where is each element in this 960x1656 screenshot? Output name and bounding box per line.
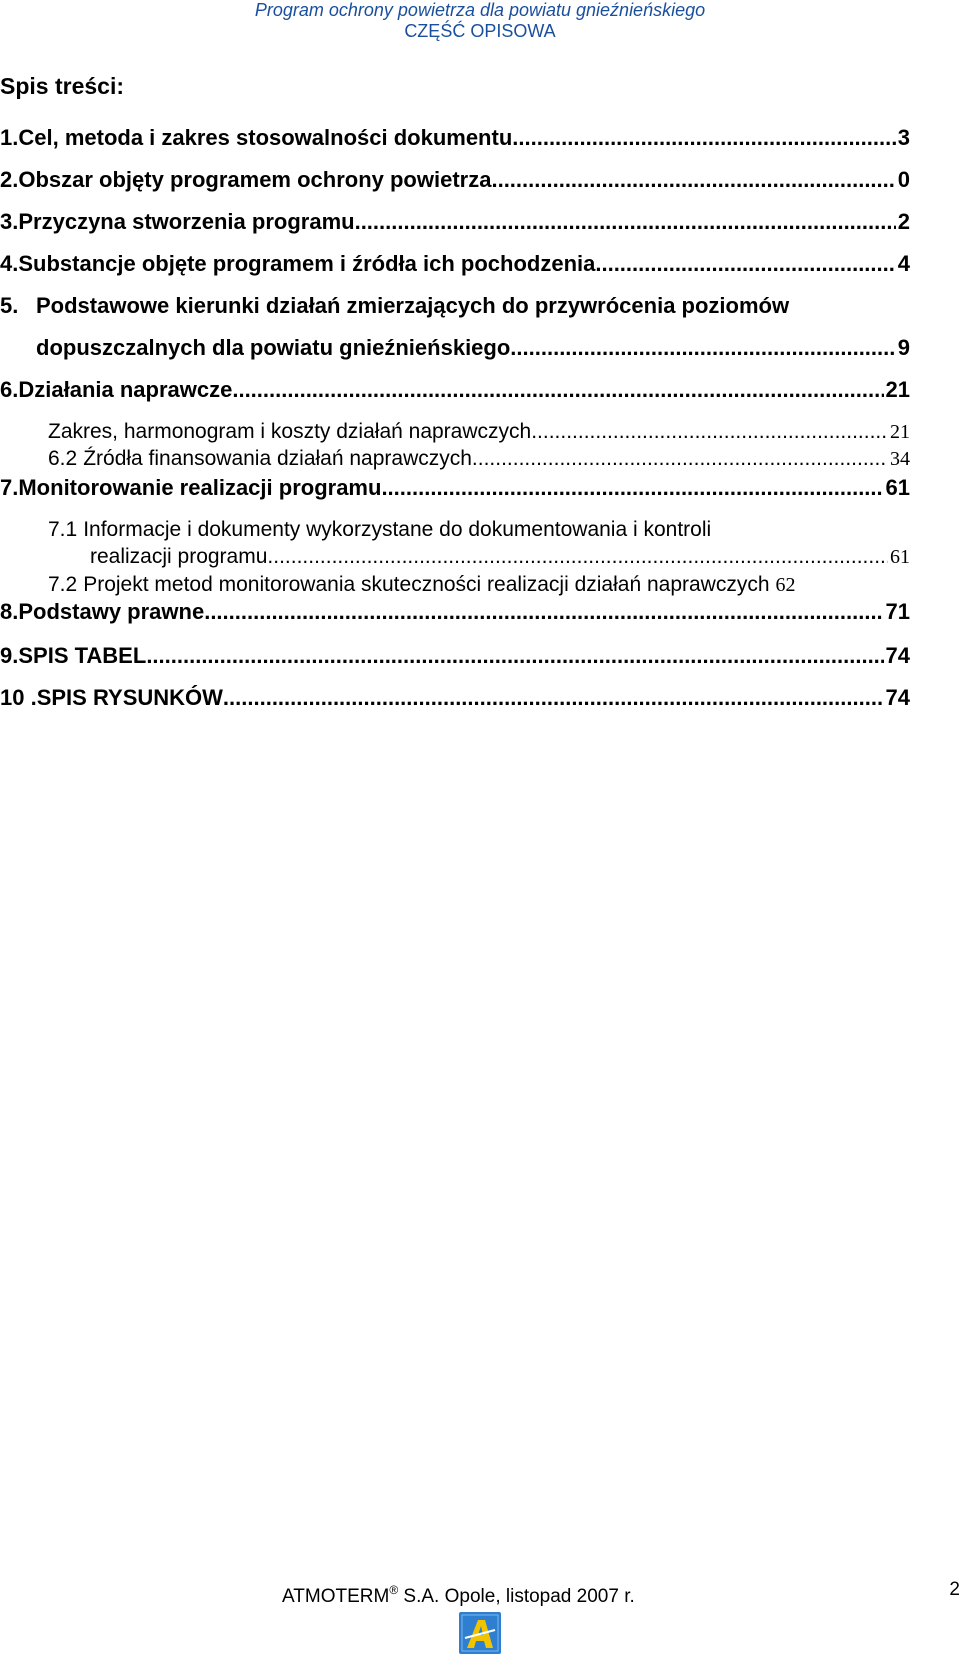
toc-entry-number: 7.1 [48, 518, 78, 541]
toc-entry-number: 7.2 [48, 573, 78, 596]
toc-entry-title: Projekt metod monitorowania skuteczności realizacji działań naprawczych [83, 573, 770, 596]
toc-entry-7-1-continued[interactable] [90, 544, 910, 570]
toc-entry-page: 3 [897, 125, 910, 150]
footer-page-number: 2 [949, 1579, 960, 1600]
toc-entry-page: 4 [897, 251, 910, 276]
toc-entry-title: Informacje i dokumenty wykorzystane do dokumentowania i kontroli [83, 518, 712, 541]
toc-entry-title: Substancje objęte programem i źródła ich pochodzenia [18, 251, 596, 276]
toc-entry-2[interactable] [0, 166, 910, 194]
toc-entry-title: Działania naprawcze [18, 377, 233, 402]
toc-dot-leader [267, 544, 888, 570]
toc-entry-7-1[interactable] [48, 517, 910, 543]
toc-heading: Spis treści: [0, 73, 124, 99]
header-title: Program ochrony powietrza dla powiatu gnieźnieńskiego [254, 0, 706, 20]
toc-dot-leader [472, 446, 888, 472]
toc-entry-page: 9 [897, 335, 910, 360]
toc-entry-number: 9. [0, 643, 19, 668]
toc-entry-10[interactable] [0, 684, 910, 712]
toc-entry-page: 74 [885, 685, 910, 710]
toc-dot-leader [204, 598, 883, 626]
toc-entry-8[interactable] [0, 598, 910, 626]
toc-entry-number: 4. [0, 251, 19, 276]
toc-entry-title-continued: dopuszczalnych dla powiatu gnieźnieńskiego [36, 335, 511, 360]
toc-entry-number: 7. [0, 475, 19, 500]
toc-entry-5[interactable] [0, 292, 910, 320]
registered-mark: ® [389, 1583, 399, 1597]
toc-dot-leader [595, 250, 895, 278]
toc-dot-leader [510, 334, 895, 362]
toc-entry-6[interactable] [0, 376, 910, 404]
toc-entry-title: Monitorowanie realizacji programu [18, 475, 382, 500]
toc-entry-title: Obszar objęty programem ochrony powietrza [18, 167, 492, 192]
toc-entry-number: 5. [0, 293, 19, 318]
toc-entry-3[interactable] [0, 208, 910, 236]
toc-entry-title: Źródła finansowania działań naprawczych [83, 447, 472, 470]
toc-entry-page: 0 [897, 167, 910, 192]
toc-entry-number: 1. [0, 125, 19, 150]
toc-entry-page: 74 [885, 643, 910, 668]
toc-entry-7-2[interactable] [48, 572, 910, 598]
toc-entry-5-continued[interactable] [36, 334, 910, 362]
toc-entry-title: Podstawy prawne [18, 599, 205, 624]
toc-dot-leader [355, 208, 896, 236]
toc-entry-page: 71 [885, 599, 910, 624]
toc-dot-leader [531, 419, 888, 445]
toc-entry-6-2[interactable] [48, 446, 910, 472]
toc-entry-page: 34 [890, 448, 910, 470]
toc-entry-1[interactable] [0, 124, 910, 152]
toc-entry-6-1[interactable] [48, 419, 910, 445]
toc-entry-title: Podstawowe kierunki działań zmierzających do przywrócenia poziomów [36, 293, 790, 318]
toc-dot-leader [146, 642, 883, 670]
toc-entry-number: 6.2 [48, 447, 78, 470]
toc-entry-title: Przyczyna stworzenia programu [18, 209, 355, 234]
toc-entry-page: 62 [775, 574, 796, 596]
toc-dot-leader [381, 474, 883, 502]
toc-dot-leader [491, 166, 895, 194]
toc-dot-leader [232, 376, 883, 404]
toc-entry-9[interactable] [0, 642, 910, 670]
toc-dot-leader [512, 124, 895, 152]
toc-entry-page: 2 [897, 209, 910, 234]
toc-entry-number: 8. [0, 599, 19, 624]
toc-entry-number: 2. [0, 167, 19, 192]
toc-entry-page: 21 [890, 421, 910, 443]
footer-company [282, 1578, 635, 1609]
toc-entry-number: 10 . [0, 685, 37, 710]
toc-dot-leader [223, 684, 884, 712]
toc-entry-title: Cel, metoda i zakres stosowalności dokumentu [18, 125, 513, 150]
toc-entry-4[interactable] [0, 250, 910, 278]
toc-entry-page: 61 [890, 546, 910, 568]
atmoterm-logo-icon [459, 1612, 501, 1654]
toc-entry-title: SPIS TABEL [18, 643, 147, 668]
toc-entry-number: 3. [0, 209, 19, 234]
toc-entry-title: SPIS RYSUNKÓW [36, 685, 223, 710]
footer-company-name: ATMOTERM [282, 1586, 390, 1607]
footer-company-details: S.A. Opole, listopad 2007 r. [398, 1586, 635, 1607]
toc-entry-page: 21 [885, 377, 910, 402]
toc-entry-number: 6. [0, 377, 19, 402]
toc-entry-title-continued: realizacji programu [90, 545, 268, 568]
page-header [0, 0, 960, 42]
toc-entry-7[interactable] [0, 474, 910, 502]
toc-entry-title: Zakres, harmonogram i koszty działań naprawczych [48, 420, 532, 443]
header-subtitle: CZĘŚĆ OPISOWA [404, 21, 556, 41]
toc-entry-page: 61 [885, 475, 910, 500]
